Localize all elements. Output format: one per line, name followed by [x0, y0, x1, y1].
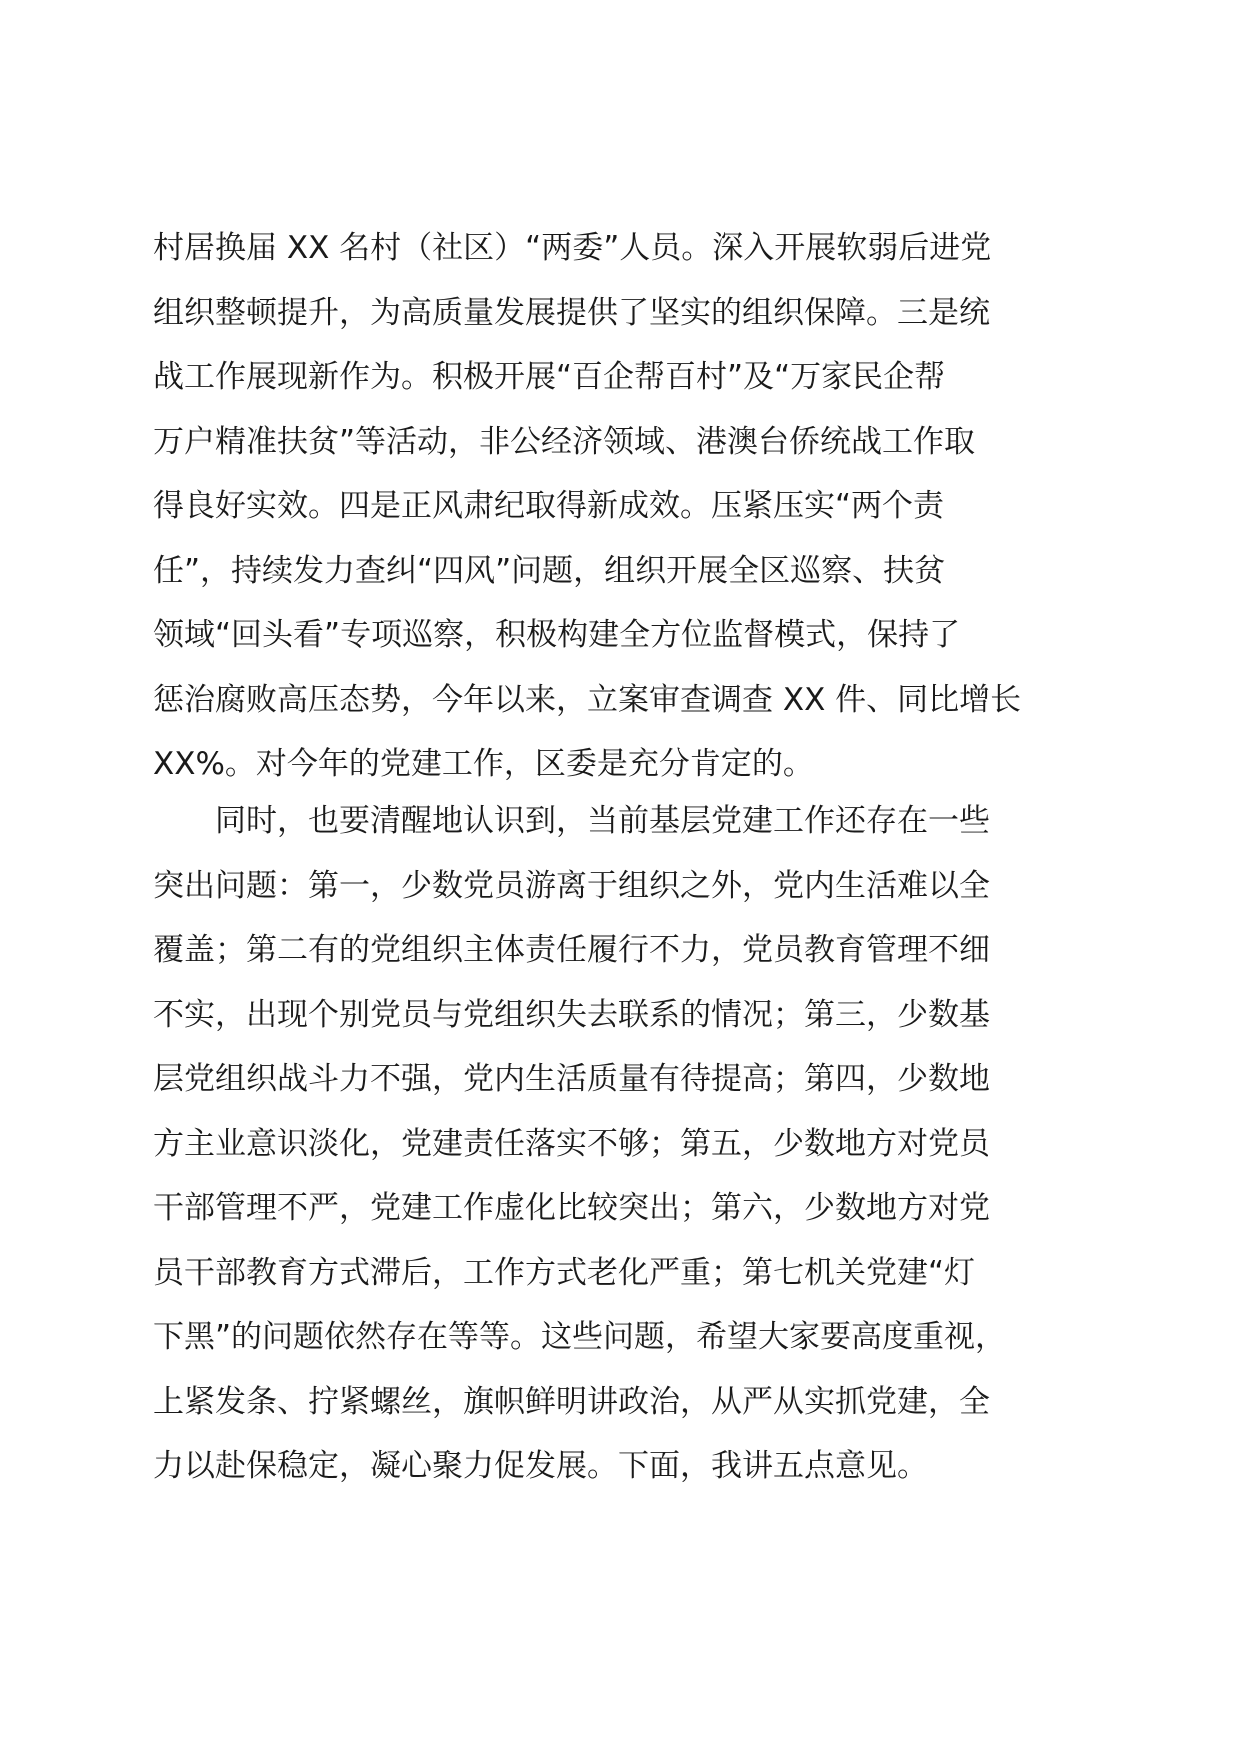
paragraph-1	[153, 216, 1088, 797]
paragraph-line: 方主业意识淡化，党建责任落实不够；第五，少数地方对党员	[153, 1125, 990, 1162]
paragraph-2	[153, 789, 1088, 1499]
paragraph-line: 同时，也要清醒地认识到，当前基层党建工作还存在一些	[153, 803, 990, 839]
paragraph-line: 万户精准扶贫”等活动，非公经济领域、港澳台侨统战工作取	[153, 423, 976, 460]
paragraph-line: 上紧发条、拧紧螺丝，旗帜鲜明讲政治，从严从实抓党建，全	[153, 1383, 990, 1420]
paragraph-line: 组织整顿提升，为高质量发展提供了坚实的组织保障。三是统	[153, 294, 990, 331]
paragraph-line: 惩治腐败高压态势，今年以来，立案审查调查 XX 件、同比增长	[153, 681, 1022, 718]
paragraph-line: 层党组织战斗力不强，党内生活质量有待提高；第四，少数地	[153, 1061, 990, 1097]
paragraph-line: 战工作展现新作为。积极开展“百企帮百村”及“万家民企帮	[153, 359, 946, 395]
paragraph-line: 员干部教育方式滞后，工作方式老化严重；第七机关党建“灯	[153, 1254, 976, 1291]
paragraph-line: 领域“回头看”专项巡察，积极构建全方位监督模式，保持了	[153, 617, 961, 653]
paragraph-line: 任”，持续发力查纠“四风”问题，组织开展全区巡察、扶贫	[153, 552, 946, 589]
paragraph-line: 村居换届 XX 名村（社区）“两委”人员。深入开展软弱后进党	[153, 230, 992, 266]
paragraph-line: 得良好实效。四是正风肃纪取得新成效。压紧压实“两个责	[153, 488, 945, 524]
paragraph-line: 突出问题：第一，少数党员游离于组织之外，党内生活难以全	[153, 867, 990, 904]
paragraph-line: 不实，出现个别党员与党组织失去联系的情况；第三，少数基	[153, 996, 990, 1033]
paragraph-line: 力以赴保稳定，凝心聚力促发展。下面，我讲五点意见。	[153, 1448, 928, 1484]
paragraph-line: 覆盖；第二有的党组织主体责任履行不力，党员教育管理不细	[153, 932, 990, 968]
paragraph-line: XX%。对今年的党建工作，区委是充分肯定的。	[153, 746, 814, 782]
paragraph-line: 干部管理不严，党建工作虚化比较突出；第六，少数地方对党	[153, 1190, 990, 1226]
paragraph-line: 下黑”的问题依然存在等等。这些问题，希望大家要高度重视，	[153, 1319, 1007, 1355]
